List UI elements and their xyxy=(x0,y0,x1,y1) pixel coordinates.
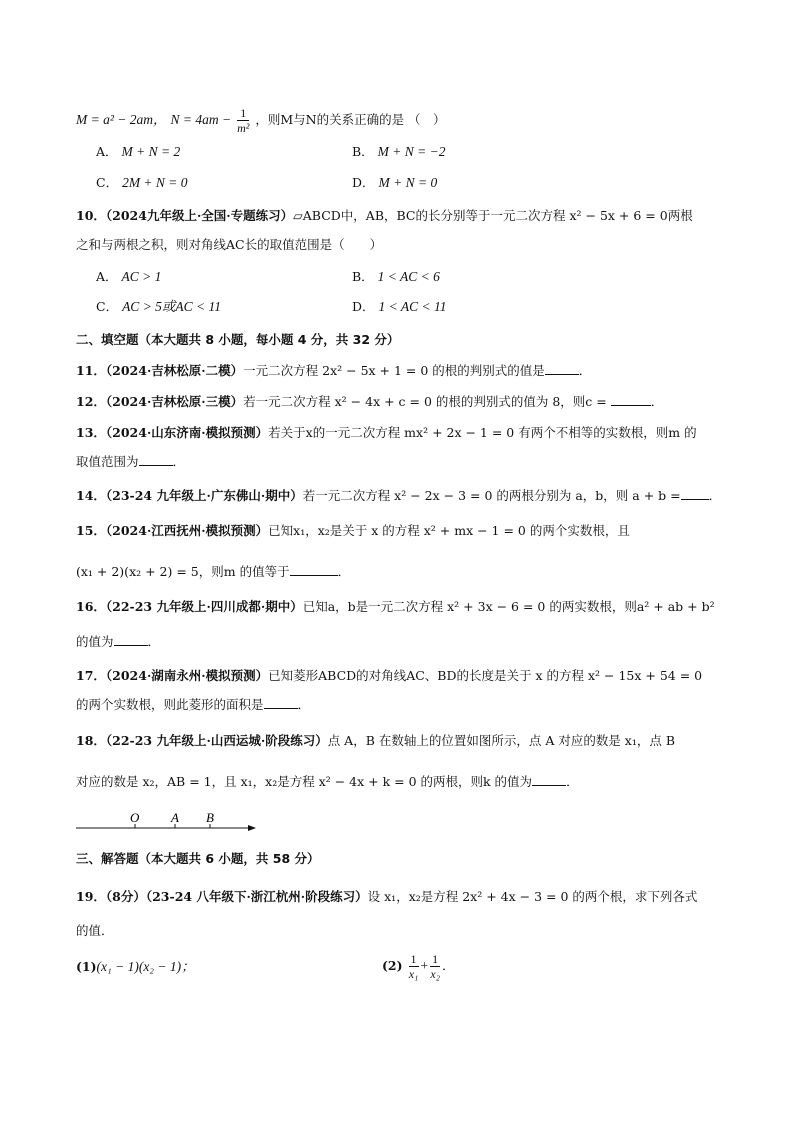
section-fill-in-title: 二、填空题（本大题共 8 小题，每小题 4 分，共 32 分） xyxy=(76,332,400,347)
answer-blank xyxy=(114,633,148,646)
number-line-arrow xyxy=(248,825,256,831)
label-o: O xyxy=(130,810,140,825)
q15-line2: (x₁ + 2)(x₂ + 2) = 5，则m 的值等于 ． xyxy=(76,564,351,579)
q18-line2: 对应的数是 x₂，AB = 1，且 x₁，x₂是方程 x² − 4x + k = 0 的两根，则k 的值为 ． xyxy=(76,774,579,789)
q19-line2: 的值． xyxy=(76,923,114,938)
q17-line2: 的两个实数根，则此菱形的面积是 ． xyxy=(76,697,311,712)
q12: 12．（2024·吉林松原·三模）若一元二次方程 x² − 4x + c = 0 的根的判别式的值为 8，则c = ． xyxy=(76,394,664,409)
q18-line1: 18．（22-23 九年级上·山西运城·阶段练习）点 A，B 在数轴上的位置如图所示，点 A 对应的数是 x₁，点 B xyxy=(76,733,676,748)
q13-line2: 取值范围为 ． xyxy=(76,454,186,469)
q9-stem xyxy=(76,106,446,135)
q9-m-expr: M = a² − 2am， xyxy=(76,112,167,127)
q14: 14．（23-24 九年级上·广东佛山·期中）若一元二次方程 x² − 2x − 3 = 0 的两根分别为 a，b，则 a + b = ． xyxy=(76,488,722,503)
q9-n-expr: N = 4am − xyxy=(170,112,232,127)
q10-line2: 之和与两根之积，则对角线AC长的取值范围是（ ） xyxy=(76,237,383,252)
q10-number: 10． xyxy=(76,208,106,223)
answer-blank xyxy=(139,453,173,466)
q9-option-c: C． 2M + N = 0 xyxy=(96,175,188,190)
q9-fraction: $\frac{1}{\text{m²}}$ xyxy=(237,106,250,135)
q10-source: （2024九年级上·全国·专题练习） xyxy=(105,208,294,223)
q19-part2: (2) $\frac{1}{\text{x₁}}$ + $\frac{1}{\text{x₂}}$ ． xyxy=(382,952,455,981)
number-line-figure xyxy=(74,808,264,836)
q11: 11．（2024·吉林松原·二模）一元二次方程 2x² − 5x + 1 = 0 的根的判别式的值是 ． xyxy=(76,363,592,378)
q16-line1: 16．（22-23 九年级上·四川成都·期中）已知a，b是一元二次方程 x² + 3x − 6 = 0 的两实数根，则a² + ab + b² xyxy=(76,599,715,614)
q15-line1: 15．（2024·江西抚州·模拟预测）已知x₁，x₂是关于 x 的方程 x² + mx − 1 = 0 的两个实数根，且 xyxy=(76,523,630,538)
answer-blank xyxy=(611,393,651,406)
q10-option-d: D． 1 < AC < 11 xyxy=(352,299,447,314)
q17-line1: 17．（2024·湖南永州·模拟预测）已知菱形ABCD的对角线AC、BD的长度是关于 x 的方程 x² − 15x + 54 = 0 xyxy=(76,668,703,683)
q10-option-a: A． AC > 1 xyxy=(96,269,162,284)
q10-option-b: B． 1 < AC < 6 xyxy=(352,269,440,284)
answer-blank xyxy=(681,487,709,500)
label-a: A xyxy=(171,810,179,825)
label-b: B xyxy=(206,810,214,825)
q10-option-c: C． AC > 5或AC < 11 xyxy=(96,299,222,314)
q19-line1: 19．（8分）（23-24 八年级下·浙江杭州·阶段练习）设 x₁，x₂是方程 2x² + 4x − 3 = 0 的两个根，求下列各式 xyxy=(76,889,698,904)
q16-line2: 的值为 ． xyxy=(76,634,161,649)
q9-option-d: D． M + N = 0 xyxy=(352,175,438,190)
q9-question: ，则M与N的关系正确的是 （ ） xyxy=(255,112,446,127)
answer-blank xyxy=(290,563,338,576)
answer-blank xyxy=(532,773,566,786)
q19-part1: (1)(x₁ − 1)(x₂ − 1)； xyxy=(76,959,195,974)
answer-blank xyxy=(545,362,579,375)
section-solve-title: 三、解答题（本大题共 6 小题，共 58 分） xyxy=(76,851,320,866)
q10-line1: 10．（2024九年级上·全国·专题练习）▱ABCD中，AB，BC的长分别等于一元二次方程 x² − 5x + 6 = 0两根 xyxy=(76,208,693,223)
q9-option-a: A． M + N = 2 xyxy=(96,144,181,159)
answer-blank xyxy=(264,696,298,709)
q13-line1: 13．（2024·山东济南·模拟预测）若关于x的一元二次方程 mx² + 2x − 1 = 0 有两个不相等的实数根，则m 的 xyxy=(76,425,697,440)
q9-option-b: B． M + N = −2 xyxy=(352,144,446,159)
